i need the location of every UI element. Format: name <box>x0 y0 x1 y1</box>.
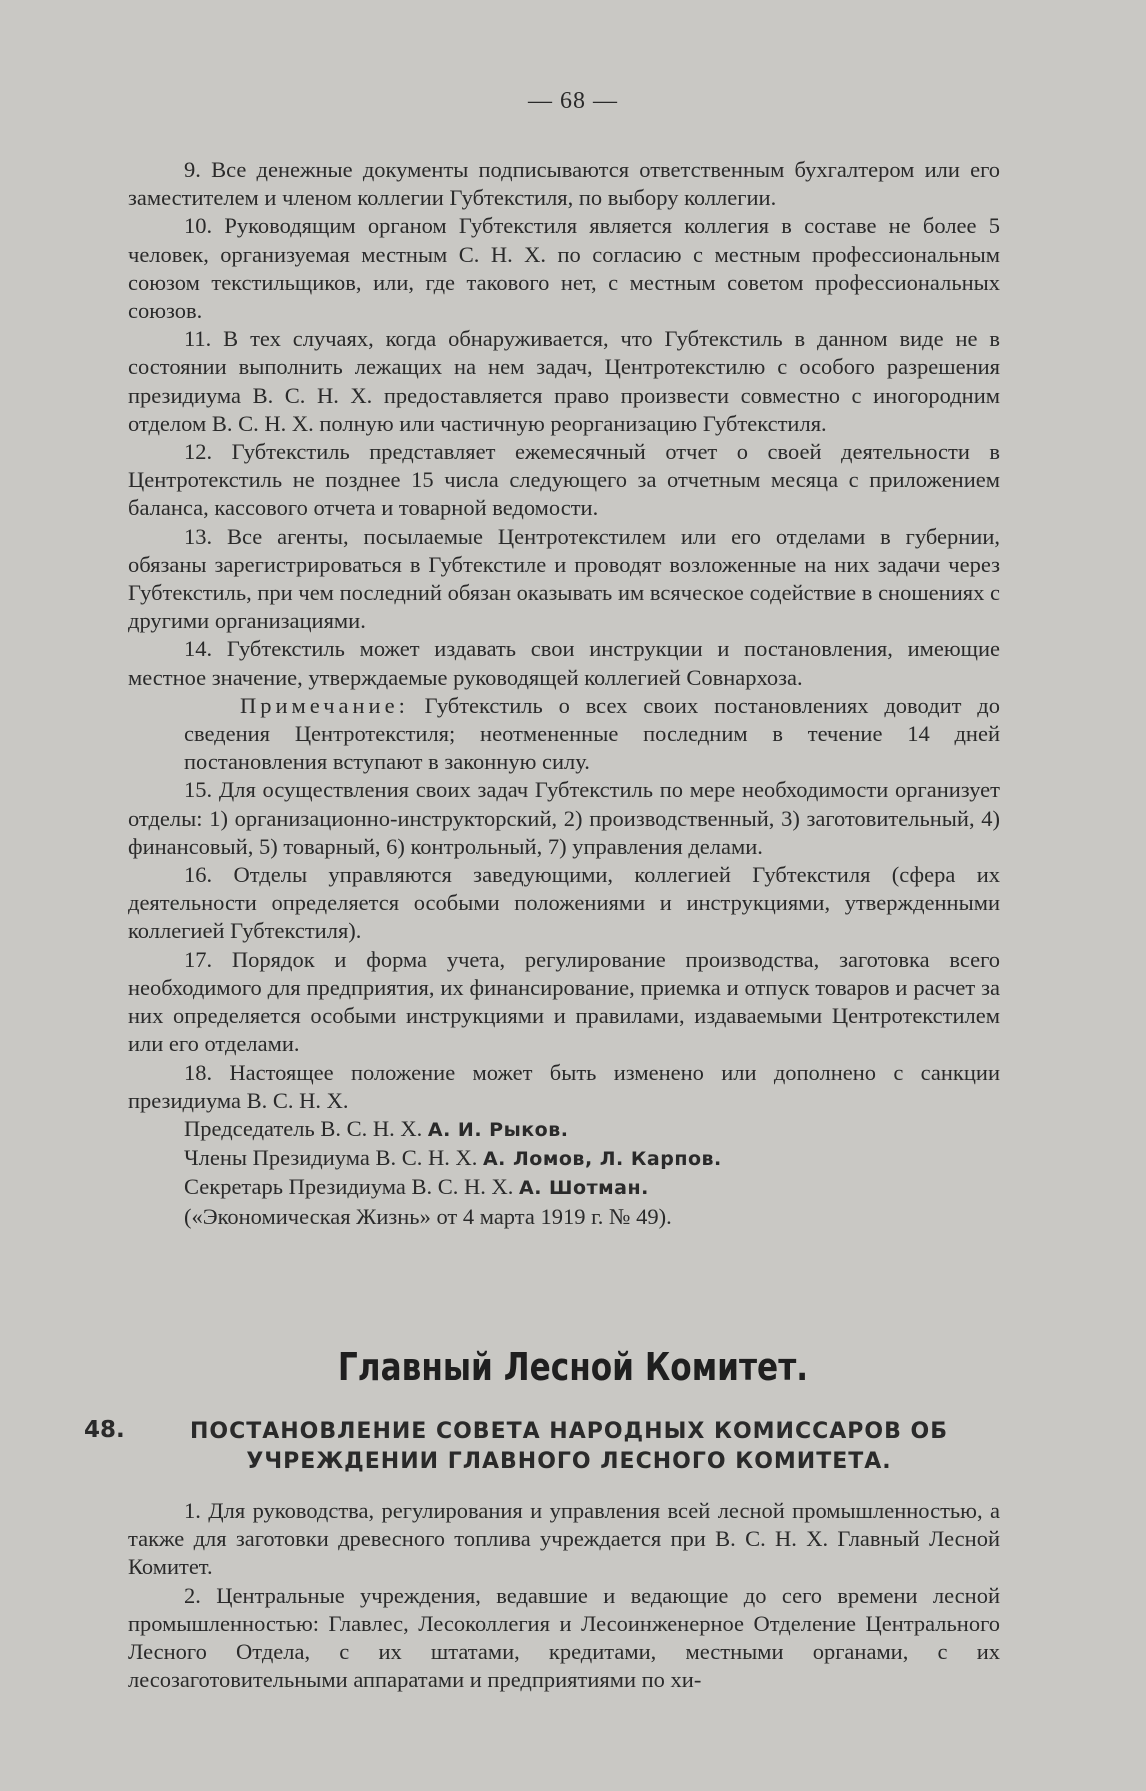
source-citation: («Экономическая Жизнь» от 4 марта 1919 г. № 49). <box>184 1203 672 1229</box>
document-number: 48. <box>84 1417 125 1443</box>
signature-name: А. Ломов, Л. Карпов. <box>482 1148 722 1171</box>
document-body <box>128 156 1000 1231</box>
document-title: ПОСТАНОВЛЕНИЕ СОВЕТА НАРОДНЫХ КОМИССАРОВ ОБ УЧРЕЖДЕНИИ ГЛАВНОГО ЛЕСНОГО КОМИТЕТА. <box>189 1419 949 1474</box>
note-label: Примечание: <box>240 692 409 718</box>
paragraph-1: 1. Для руководства, регулирования и управления всей лесной промышленностью, а также для заготовки древесного топлива учреждается при В. С. Н. Х. Главный Лесной Комитет. <box>128 1498 1000 1580</box>
page-number: — 68 — <box>528 88 618 114</box>
paragraph-9: 9. Все денежные документы подписываются ответственным бухгалтером или его заместителем и членом коллегии Губтекстиля, по выбору коллегии. <box>128 157 1000 211</box>
paragraph-15: 15. Для осуществления своих задач Губтекстиль по мере необходимости организует отделы: 1) организационно-инструкторский, 2) производственный, 3) заготовительный, 4) финансовый, 5) товарный, 6) контрольный, 7) управления делами. <box>128 777 1000 859</box>
paragraph-2: 2. Центральные учреждения, ведавшие и ведающие до сего времени лесной промышленностью: Главлес, Лесоколлегия и Лесоинженерное Отделение Центрального Лесного Отдела, с их штатами, кредитами, местными органами, с их лесозаготовительными аппаратами и предприятиями по хи- <box>128 1582 1000 1693</box>
paragraph-18: 18. Настоящее положение может быть изменено или дополнено с санкции президиума В. С. Н. Х. <box>128 1059 1000 1113</box>
signature-members <box>128 1144 1000 1173</box>
signature-role: Председатель В. С. Н. Х. <box>184 1115 423 1141</box>
note-text: Губтекстиль о всех своих постановлениях доводит до сведения Центротекстиля; неотмененные последним в течение 14 дней постановления вступают в законную силу. <box>184 692 1000 775</box>
paragraph-13: 13. Все агенты, посылаемые Центротекстилем или его отделами в губернии, обязаны зарегистрироваться в Губтекстиле и проводят возложенные на них задачи через Губтекстиль, при чем последний обязан оказывать им всяческое содействие в сношениях с другими организациями. <box>128 523 1000 634</box>
signature-name: А. И. Рыков. <box>427 1118 569 1141</box>
note <box>128 692 1000 777</box>
document-body-2 <box>128 1497 1000 1694</box>
signature-chair <box>128 1115 1000 1144</box>
signature-secretary <box>128 1173 1000 1202</box>
paragraph-14: 14. Губтекстиль может издавать свои инструкции и постановления, имеющие местное значение, утверждаемые руководящей коллегией Совнархоза. <box>128 636 1000 690</box>
paragraph-12: 12. Губтекстиль представляет ежемесячный отчет о своей деятельности в Центротекстиль не позднее 15 числа следующего за отчетным месяца с приложением баланса, кассового отчета и товарной ведомости. <box>128 439 1000 521</box>
section-title: Главный Лесной Комитет. <box>337 1345 809 1389</box>
paragraph-11: 11. В тех случаях, когда обнаруживается, что Губтекстиль в данном виде не в состоянии выполнить лежащих на нем задач, Центротекстилю с особого разрешения президиума В. С. Н. Х. предоставляется право произвести совместно с иногородним отделом В. С. Н. Х. полную или частичную реорганизацию Губтекстиля. <box>128 326 1000 436</box>
signature-name: А. Шотман. <box>519 1177 649 1200</box>
paragraph-17: 17. Порядок и форма учета, регулирование производства, заготовка всего необходимого для предприятия, их финансирование, приемка и отпуск товаров и расчет за них определяется особыми инструкциями и правилами, издаваемыми Центротекстилем или его отделами. <box>128 946 1000 1057</box>
paragraph-10: 10. Руководящим органом Губтекстиля является коллегия в составе не более 5 человек, организуемая местным С. Н. Х. по согласию с местным профессиональным союзом текстильщиков, или, где такового нет, с местным советом профессиональных союзов. <box>128 213 1000 324</box>
signature-role: Члены Президиума В. С. Н. Х. <box>184 1145 478 1171</box>
signature-role: Секретарь Президиума В. С. Н. Х. <box>184 1174 514 1200</box>
paragraph-16: 16. Отделы управляются заведующими, коллегией Губтекстиля (сфера их деятельности определяется особыми положениями и инструкциями, утвержденными коллегией Губтекстиля). <box>128 862 1000 944</box>
